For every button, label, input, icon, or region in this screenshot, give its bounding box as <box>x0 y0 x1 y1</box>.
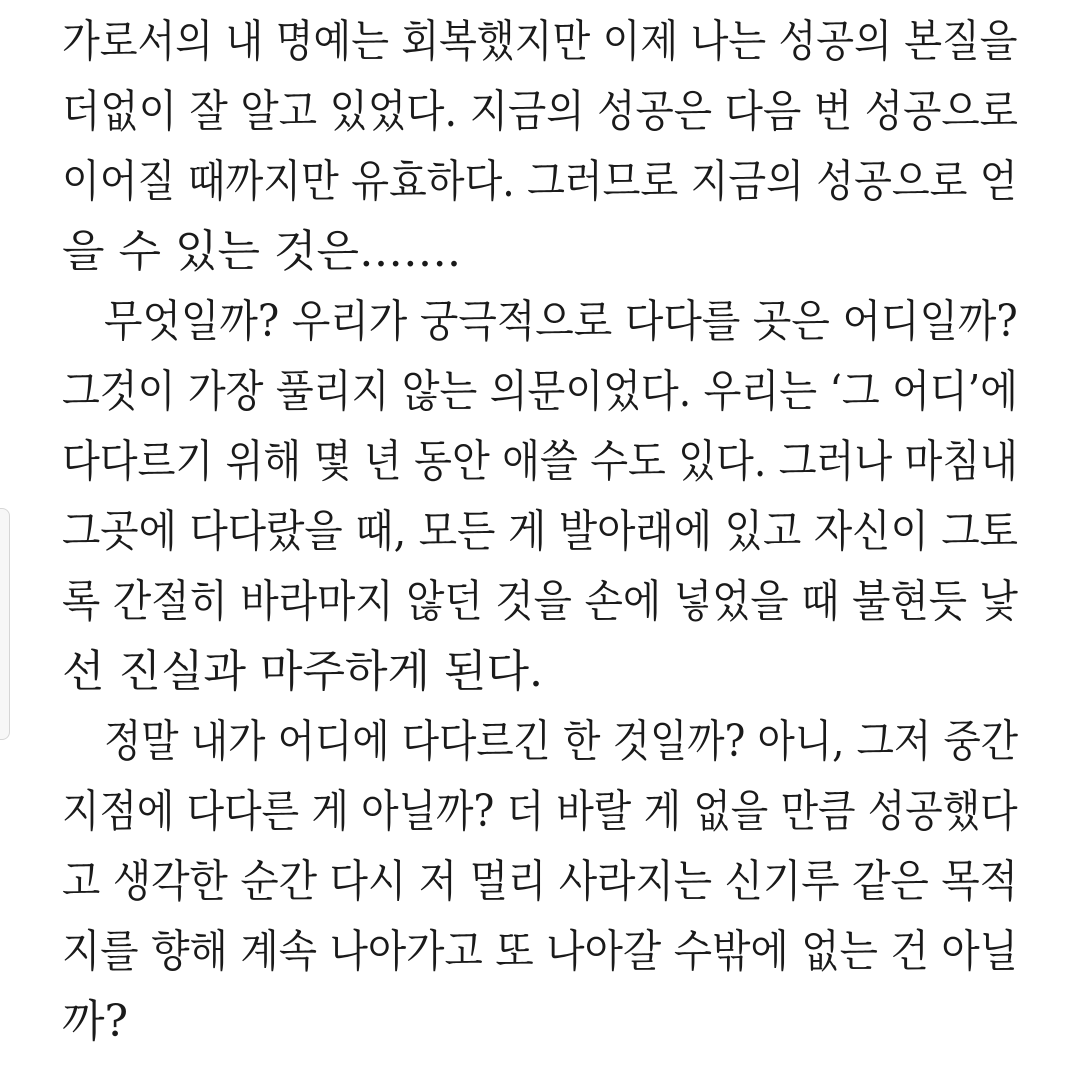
text-line-4: 을 수 있는 것은……. <box>62 226 461 277</box>
text-line-7: 다다르기 위해 몇 년 동안 애쓸 수도 있다. 그러나 마침내 <box>62 436 1018 487</box>
text-line-12: 지점에 다다른 게 아닐까? 더 바랄 게 없을 만큼 성공했다 <box>62 786 1018 837</box>
text-line-2: 더없이 잘 알고 있었다. 지금의 성공은 다음 번 성공으로 <box>62 86 1018 137</box>
text-line-10: 선 진실과 마주하게 된다. <box>62 646 543 697</box>
text-line-8: 그곳에 다다랐을 때, 모든 게 발아래에 있고 자신이 그토 <box>62 506 1018 557</box>
text-line-3: 이어질 때까지만 유효하다. 그러므로 지금의 성공으로 얻 <box>62 156 1018 207</box>
text-line-9: 록 간절히 바라마지 않던 것을 손에 넣었을 때 불현듯 낯 <box>62 576 1018 627</box>
text-line-6: 그것이 가장 풀리지 않는 의문이었다. 우리는 ‘그 어디’에 <box>62 366 1018 417</box>
text-line-1: 가로서의 내 명예는 회복했지만 이제 나는 성공의 본질을 <box>62 16 1018 67</box>
text-line-5: 무엇일까? 우리가 궁극적으로 다다를 곳은 어디일까? <box>104 296 1018 347</box>
page-edge-handle[interactable] <box>0 508 10 740</box>
text-line-13: 고 생각한 순간 다시 저 멀리 사라지는 신기루 같은 목적 <box>62 856 1018 907</box>
text-line-15: 까? <box>62 996 129 1047</box>
text-line-11: 정말 내가 어디에 다다르긴 한 것일까? 아니, 그저 중간 <box>104 716 1019 767</box>
text-line-14: 지를 향해 계속 나아가고 또 나아갈 수밖에 없는 건 아닐 <box>62 926 1018 977</box>
